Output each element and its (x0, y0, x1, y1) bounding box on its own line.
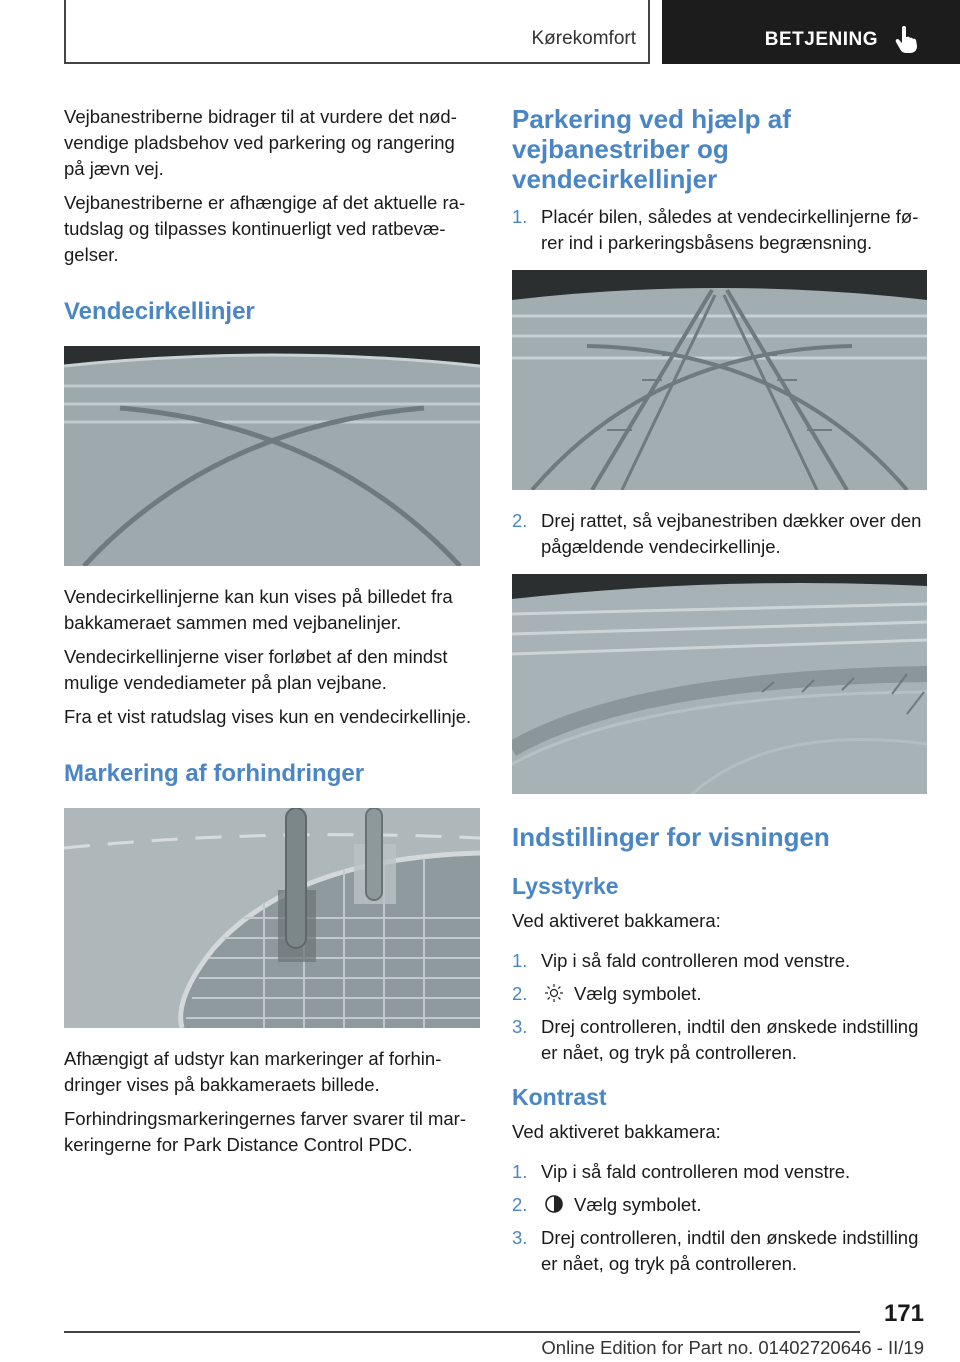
list-item (512, 1225, 924, 1277)
list-item (512, 1014, 924, 1066)
obstacle-paragraph-1: Afhængigt af udstyr kan markeringer af forhindringer vises på bakkameraets billede. (64, 1048, 442, 1095)
footer-divider (64, 1331, 860, 1333)
step-text: Vip i så fald controlleren mod venstre. (541, 950, 851, 971)
header-chapter-title: BETJENING (764, 29, 878, 50)
footer-edition: Online Edition for Part no. 01402720646 - II/19 (541, 1337, 924, 1358)
brightness-steps-list (512, 948, 924, 1066)
intro-paragraph-1: Vejbanestriberne bidrager til at vurdere det nødvendige pladsbehov ved parkering og rangering på jævn vej. (64, 106, 457, 179)
parking-steps-list-a (512, 204, 924, 256)
heading-display-settings: Indstillinger for visningen (512, 822, 830, 852)
heading-contrast: Kontrast (512, 1084, 607, 1110)
obstacle-marking-image (64, 808, 480, 1028)
brightness-icon (544, 983, 564, 1003)
turning-paragraph-2: Vendecirkellinjerne viser forløbet af den mindst mulige vendediameter på plan vejbane. (64, 646, 448, 693)
left-column (64, 104, 480, 1166)
contrast-intro: Ved aktiveret bakkamera: (512, 1121, 721, 1142)
intro-paragraph-2: Vejbanestriberne er afhængige af det aktuelle ratudslag og tilpasses kontinuerligt ved ratbevægelser. (64, 192, 466, 265)
turning-paragraph-1: Vendecirkellinjerne kan kun vises på billedet fra bakkameraet sammen med vejbanelinjer. (64, 586, 453, 633)
step-number: 1. (512, 1161, 528, 1182)
pointing-hand-icon (893, 26, 919, 54)
step-text: Drej controlleren, indtil den ønskede indstilling er nået, og tryk på controlleren. (541, 1016, 919, 1063)
right-column (512, 104, 924, 1284)
step-number: 1. (512, 950, 528, 971)
step-number: 2. (512, 1194, 528, 1215)
brightness-intro: Ved aktiveret bakkamera: (512, 910, 721, 931)
list-item (512, 204, 924, 256)
parking-steps-list-b (512, 508, 924, 560)
list-item (512, 1159, 924, 1185)
header-section-title: Kørekomfort (531, 28, 636, 49)
contrast-icon (544, 1194, 564, 1214)
heading-turning-circle-lines: Vendecirkellinjer (64, 298, 255, 325)
step-text: Drej controlleren, indtil den ønskede indstilling er nået, og tryk på controlleren. (541, 1227, 919, 1274)
parking-lines-image-2 (512, 574, 927, 794)
turning-circle-lines-image (64, 346, 480, 566)
step-number: 3. (512, 1016, 528, 1037)
obstacle-paragraph-2: Forhindringsmarkeringernes farver svarer til markeringerne for Park Distance Control PDC. (64, 1108, 466, 1155)
step-text: Vælg symbolet. (574, 983, 702, 1004)
list-item (512, 948, 924, 974)
step-text: Vælg symbolet. (574, 1194, 702, 1215)
step-number: 3. (512, 1227, 528, 1248)
page-number: 171 (883, 1300, 924, 1327)
step-text: Vip i så fald controlleren mod venstre. (541, 1161, 851, 1182)
step-number: 2. (512, 510, 528, 531)
list-item (512, 1192, 924, 1218)
step-number: 1. (512, 206, 528, 227)
contrast-steps-list (512, 1159, 924, 1277)
step-text: Placér bilen, således at vendecirkellinjerne fører ind i parkeringsbåsens begrænsning. (541, 206, 919, 253)
step-text: Drej rattet, så vejbanestriben dækker over den pågældende vendecirkellinje. (541, 510, 922, 557)
heading-brightness: Lysstyrke (512, 873, 619, 899)
list-item (512, 981, 924, 1007)
parking-lines-image-1 (512, 270, 927, 490)
list-item (512, 508, 924, 560)
turning-paragraph-3: Fra et vist ratudslag vises kun en vendecirkellinje. (64, 706, 472, 727)
heading-obstacle-marking: Markering af forhindringer (64, 760, 365, 787)
step-number: 2. (512, 983, 528, 1004)
heading-parking-with-lines: Parkering ved hjælp af vejbanestriber og vendecirkellinjer (512, 104, 791, 194)
